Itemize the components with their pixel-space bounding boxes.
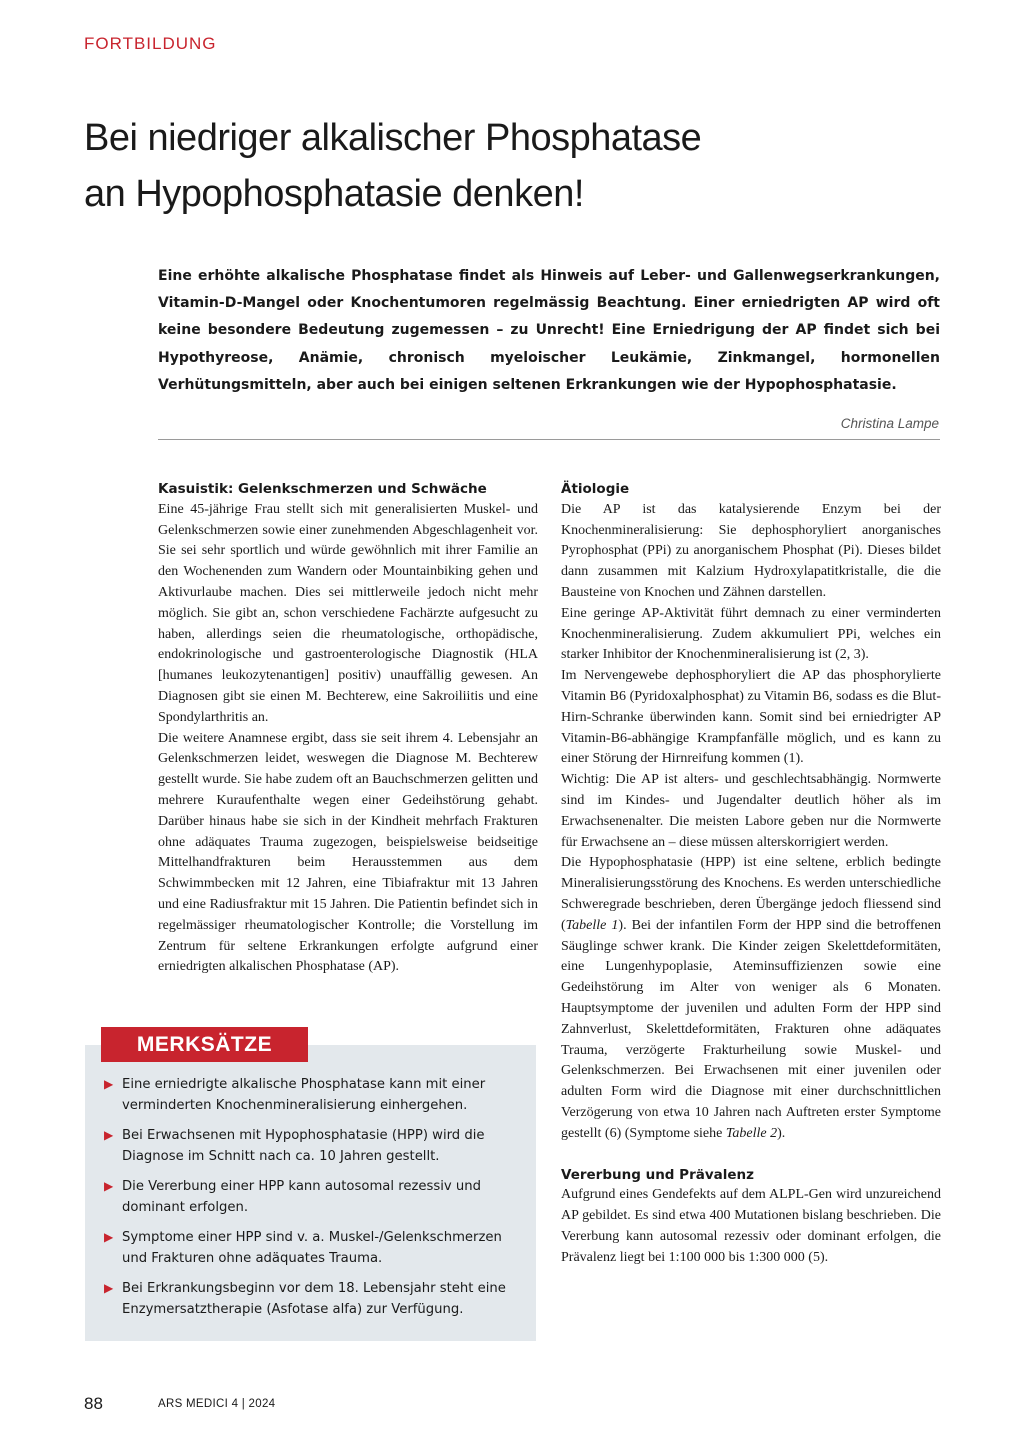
body-paragraph: Aufgrund eines Gendefekts auf dem ALPL-Gen wird unzureichend AP gebildet. Es sind etwa 400 Mutationen bislang beschrieben. Die Vererbung kann autosomal rezessiv oder dominant erfolgen, die Prävalenz liegt bei 1:100 000 bis 1:300 000 (5). xyxy=(561,1187,941,1265)
body-paragraph: Im Nervengewebe dephosphoryliert die AP das phosphorylierte Vitamin B6 (Pyridoxalphosphat) zu Vitamin B6, sodass es die Blut-Hirn-Schranke überwinden kann. Somit sind bei erniedrigter AP Vitamin-B6-abhängige Krampfanfälle möglich, und es kann zu einer Störung der Hirnreifung kommen (1). xyxy=(561,668,941,767)
list-item xyxy=(104,1227,514,1269)
arrow-right-icon: ▶ xyxy=(104,1179,114,1193)
body-paragraph: Eine geringe AP-Aktivität führt demnach zu einer verminderten Knochenmineralisierung. Zudem akkumuliert PPi, welches ein starker Inhibitor der Knochenmineralisierung ist (2, 3). xyxy=(561,605,941,663)
text-run: Die Hypophosphatasie (HPP) ist eine seltene, erblich bedingte Mineralisierungsstörung des Knochens. Es werden unterschiedliche Schweregrade beschrieben, deren Übergänge jedoch fliessend sind ( xyxy=(561,855,941,933)
body-paragraph: Wichtig: Die AP ist alters- und geschlechtsabhängig. Normwerte sind im Kindes- und Jugendalter deutlich höher als im Erwachsenenalter. Die meisten Labore geben nur die Normwerte für Erwachsene an – diese müssen alterskorrigiert werden. xyxy=(561,772,941,850)
text-run: ). Bei der infantilen Form der HPP sind die betroffenen Säuglinge schwer krank. Die Kinder zeigen Skelettdeformitäten, eine Lungenhypoplasie, Ateminsuffizienzen sowie eine Gedeihstörung im Alter von weniger als 6 Monaten. Hauptsymptome der juvenilen und adulten Form der HPP sind Zahnverlust, Skelettdeformitäten, Frakturen ohne adäquates Trauma, verzögerte Frakturheilung sowie Muskel- und Gelenkschmerzen. Bei Erwachsenen mit einer juvenilen oder adulten Form wird die Diagnose mit einer durchschnittlichen Verzögerung von etwa 10 Jahren nach Auftreten erster Symptome gestellt (6) (Symptome siehe xyxy=(561,917,941,1141)
section-heading-aetiologie: Ätiologie xyxy=(561,481,630,497)
arrow-right-icon: ▶ xyxy=(104,1230,114,1244)
list-item-text: Symptome einer HPP sind v. a. Muskel-/Gelenkschmerzen und Frakturen ohne adäquates Trauma. xyxy=(122,1230,502,1266)
lead-paragraph: Eine erhöhte alkalische Phosphatase findet als Hinweis auf Leber- und Gallenwegserkrankungen, Vitamin-D-Mangel oder Knochentumoren regelmässig Beachtung. Einer erniedrigten AP wird oft keine besondere Bedeutung zugemessen – zu Unrecht! Eine Erniedrigung der AP findet sich bei Hypothyreose, Anämie, chronisch myeloischer Leukämie, Zinkmangel, hormonellen Verhütungsmitteln, aber auch bei einigen seltenen Erkrankungen wie der Hypophosphatasie. xyxy=(158,268,940,393)
divider-rule xyxy=(158,439,940,440)
table-reference: Tabelle 1 xyxy=(565,917,619,933)
list-item-text: Bei Erwachsenen mit Hypophosphatasie (HPP) wird die Diagnose im Schnitt nach ca. 10 Jahren gestellt. xyxy=(122,1128,485,1164)
list-item-text: Bei Erkrankungsbeginn vor dem 18. Lebensjahr steht eine Enzymersatztherapie (Asfotase alfa) zur Verfügung. xyxy=(122,1281,506,1317)
right-column xyxy=(561,479,941,1268)
merksaetze-title: MERKSÄTZE xyxy=(101,1027,308,1062)
article-title xyxy=(84,110,944,222)
arrow-right-icon: ▶ xyxy=(104,1077,114,1091)
author-name: Christina Lampe xyxy=(840,416,939,431)
article-title-line: an Hypophosphatasie denken! xyxy=(84,173,584,215)
list-item-text: Die Vererbung einer HPP kann autosomal rezessiv und dominant erfolgen. xyxy=(122,1179,481,1215)
list-item-text: Eine erniedrigte alkalische Phosphatase kann mit einer verminderten Knochenmineralisierung einhergehen. xyxy=(122,1077,486,1113)
body-paragraph: Die AP ist das katalysierende Enzym bei der Knochenmineralisierung: Sie dephosphoryliert anorganisches Pyrophosphat (PPi) zu anorganischem Phosphat (Pi). Dieses bildet dann zusammen mit Kalzium Hydroxylapatitkristalle, die die Bausteine von Knochen und Zähnen darstellen. xyxy=(561,501,941,600)
list-item xyxy=(104,1125,514,1167)
page-number: 88 xyxy=(84,1394,103,1413)
section-label: FORTBILDUNG xyxy=(84,34,217,53)
merksaetze-list xyxy=(104,1074,514,1329)
article-title-line: Bei niedriger alkalischer Phosphatase xyxy=(84,117,702,159)
arrow-right-icon: ▶ xyxy=(104,1128,114,1142)
left-column xyxy=(158,479,538,978)
arrow-right-icon: ▶ xyxy=(104,1281,114,1295)
body-paragraph: Die weitere Anamnese ergibt, dass sie seit ihrem 4. Lebensjahr an Gelenkschmerzen leidet, weswegen die Diagnose M. Bechterew gestellt wurde. Sie habe zudem oft an Bauchschmerzen gelitten und mehrere Kuraufenthalte wegen einer Gedeihstörung gehabt. Darüber hinaus habe sie sich in der Kindheit mehrfach Frakturen ohne adäquates Trauma zugezogen, beispielsweise beidseitige Mittelhandfrakturen beim Herausstemmen aus dem Schwimmbecken mit 12 Jahren, eine Tibiafraktur mit 13 Jahren und eine Radiusfraktur mit 15 Jahren. Die Patientin befindet sich in regelmässiger rheumatologischer Kontrolle; die Vorstellung im Zentrum für seltene Erkrankungen erfolgte aufgrund einer erniedrigten alkalischen Phosphatase (AP). xyxy=(158,730,538,975)
body-paragraph: Eine 45-jährige Frau stellt sich mit generalisierten Muskel- und Gelenkschmerzen sowie einer zunehmenden Abgeschlagenheit vor. Sie sei sehr sportlich und würde gewöhnlich mit ihrer Familie an den Wochenenden zum Wandern oder Mountainbiking gehen und Aktivurlaube machen. Dies sei mittlerweile jedoch nicht mehr möglich. Sie gibt an, schon verschiedene Fachärzte aufgesucht zu haben, allerdings seien die rheumatologische, orthopädische, endokrinologische und gastroenterologische Diagnostik (HLA [humanes leukozytenantigen] positiv) unauffällig gewesen. An Diagnosen gibt sie einen M. Bechterew, eine Sakroiliitis und eine Spondylarthritis an. xyxy=(158,501,538,725)
section-heading-kasuistik: Kasuistik: Gelenkschmerzen und Schwäche xyxy=(158,481,487,497)
section-heading-vererbung: Vererbung und Prävalenz xyxy=(561,1166,754,1183)
text-run: ). xyxy=(777,1125,786,1141)
table-reference: Tabelle 2 xyxy=(725,1125,778,1141)
list-item xyxy=(104,1176,514,1218)
body-paragraph-hpp xyxy=(561,853,941,1144)
list-item xyxy=(104,1074,514,1116)
list-item xyxy=(104,1278,514,1320)
journal-info: ARS MEDICI 4 | 2024 xyxy=(158,1398,276,1410)
